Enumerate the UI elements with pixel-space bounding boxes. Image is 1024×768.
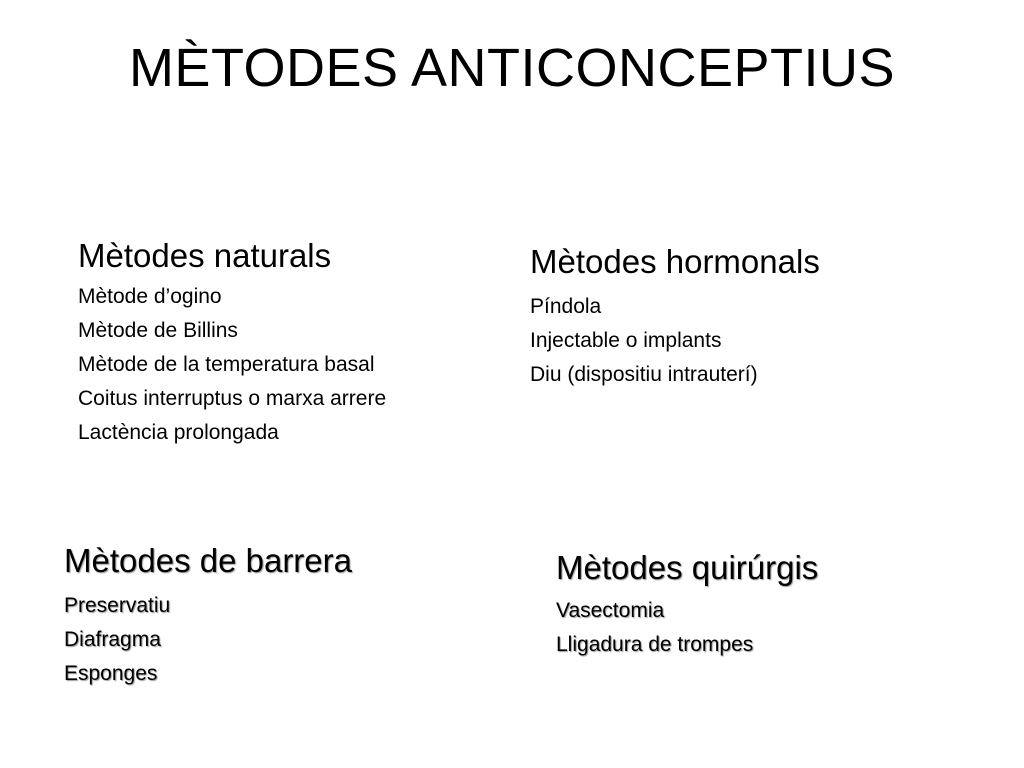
surgical-methods-block (556, 548, 818, 662)
hormonal-methods-block (530, 242, 820, 392)
list-item: Esponges (64, 662, 158, 685)
list-item: Lligadura de trompes (556, 633, 754, 656)
list-item: Diafragma (64, 628, 161, 651)
surgical-methods-heading: Mètodes quirúrgis (556, 549, 819, 586)
hormonal-methods-list (530, 290, 820, 392)
list-item: Mètode de Billins (78, 319, 238, 342)
list-item: Vasectomia (556, 599, 665, 622)
barrier-methods-list (64, 589, 352, 691)
list-item: Mètode d’ogino (78, 285, 222, 308)
list-item: Lactència prolongada (78, 421, 279, 444)
list-item: Mètode de la temperatura basal (78, 353, 375, 376)
list-item: Injectable o implants (530, 329, 722, 352)
list-item: Preservatiu (64, 594, 171, 617)
list-item: Diu (dispositiu intrauterí) (530, 363, 758, 386)
surgical-methods-list (556, 594, 818, 662)
barrier-methods-heading: Mètodes de barrera (64, 542, 352, 579)
natural-methods-block (78, 236, 386, 450)
natural-methods-list (78, 280, 386, 450)
natural-methods-heading: Mètodes naturals (78, 237, 332, 274)
list-item: Coitus interruptus o marxa arrere (78, 387, 387, 410)
list-item: Píndola (530, 295, 602, 318)
barrier-methods-block (64, 541, 352, 691)
slide-title: MÈTODES ANTICONCEPTIUS (128, 38, 896, 98)
hormonal-methods-heading: Mètodes hormonals (530, 243, 820, 280)
